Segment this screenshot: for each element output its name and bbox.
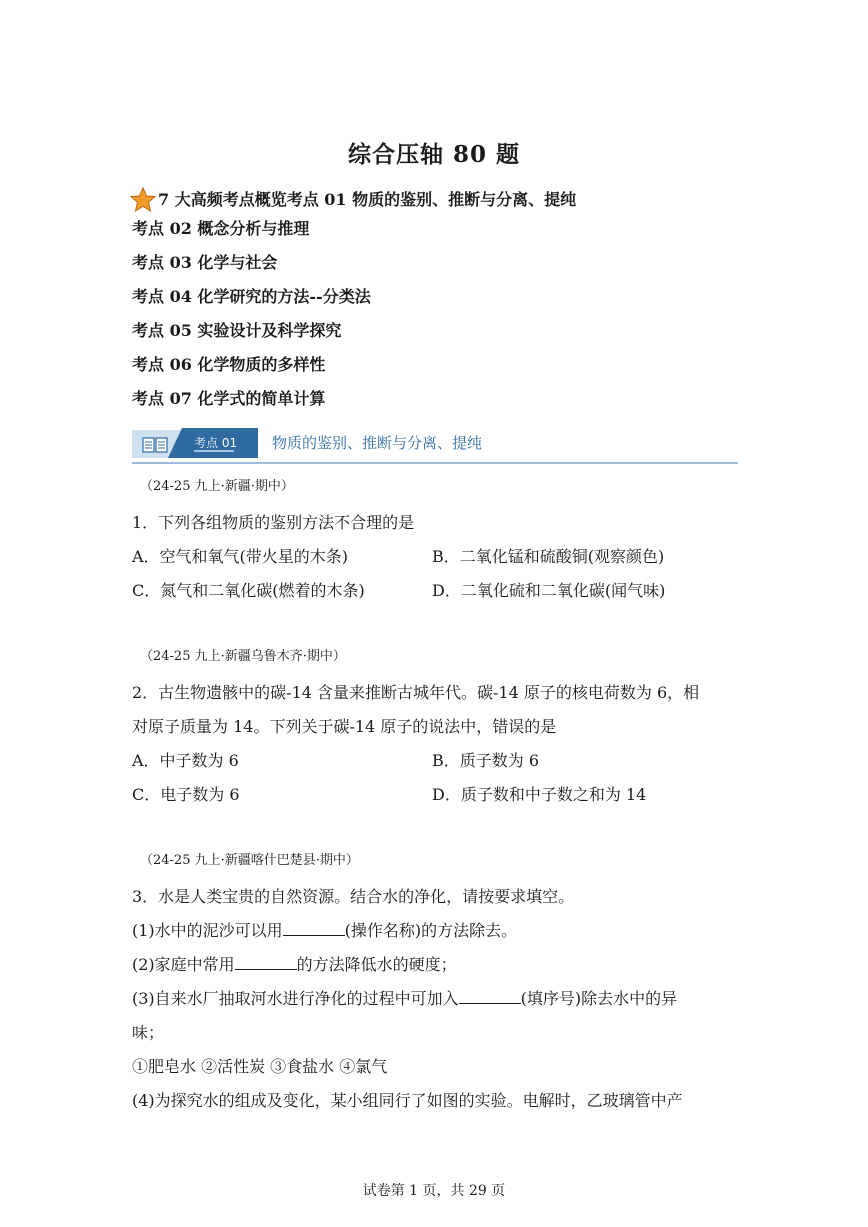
answer-blank[interactable] <box>235 951 297 970</box>
topic-overview <box>132 183 578 421</box>
book-icon <box>142 437 168 453</box>
sub-question-1: (1)水中的泥沙可以用 (操作名称)的方法除去。 <box>132 914 742 948</box>
option-b: B．质子数为 6 <box>432 751 540 770</box>
section-banner <box>132 428 738 466</box>
star-icon <box>130 187 156 213</box>
overview-item-4: 考点 04 化学研究的方法--分类法 <box>132 287 371 306</box>
question-stem: 对原子质量为 14。下列关于碳-14 原子的说法中，错误的是 <box>132 717 557 736</box>
overview-item-6: 考点 06 化学物质的多样性 <box>132 355 326 374</box>
section-divider <box>132 462 738 464</box>
option-b: B．二氧化锰和硫酸铜(观察颜色) <box>432 547 665 566</box>
question-2 <box>132 646 742 812</box>
question-3 <box>132 850 742 1118</box>
overview-item-5: 考点 05 实验设计及科学探究 <box>132 321 342 340</box>
page-footer: 试卷第 1 页，共 29 页 <box>362 1183 506 1199</box>
option-d: D．质子数和中子数之和为 14 <box>432 785 647 804</box>
question-source: （24-25 九上·新疆喀什巴楚县·期中） <box>140 853 359 868</box>
sub-question-3: (3)自来水厂抽取河水进行净化的过程中可加入 (填序号)除去水中的异 <box>132 982 742 1016</box>
question-stem: 2．古生物遗骸中的碳-14 含量来推断古城年代。碳-14 原子的核电荷数为 6，相 <box>132 683 700 702</box>
overview-item-3: 考点 03 化学与社会 <box>132 253 278 272</box>
option-c: C．电子数为 6 <box>132 785 240 804</box>
answer-blank[interactable] <box>283 917 345 936</box>
choice-list: ①肥皂水 ②活性炭 ③食盐水 ④氯气 <box>132 1057 388 1076</box>
option-c: C．氮气和二氧化碳(燃着的木条) <box>132 581 365 600</box>
sub-question-4: (4)为探究水的组成及变化，某小组同行了如图的实验。电解时，乙玻璃管中产 <box>132 1091 683 1110</box>
answer-blank[interactable] <box>459 985 521 1004</box>
section-tab-label: 考点 01 <box>194 436 238 450</box>
overview-item-2: 考点 02 概念分析与推理 <box>132 219 310 238</box>
question-stem: 1．下列各组物质的鉴别方法不合理的是 <box>132 513 415 532</box>
question-1 <box>132 476 742 608</box>
sub-question-3-cont: 味； <box>132 1023 165 1042</box>
overview-item-1: 7 大高频考点概览考点 01 物质的鉴别、推断与分离、提纯 <box>130 183 576 217</box>
option-a: A．中子数为 6 <box>132 751 239 770</box>
option-a: A．空气和氧气(带火星的木条) <box>132 547 349 566</box>
section-heading: 物质的鉴别、推断与分离、提纯 <box>272 434 483 452</box>
overview-item-7: 考点 07 化学式的简单计算 <box>132 389 326 408</box>
question-source: （24-25 九上·新疆乌鲁木齐·期中） <box>140 649 346 664</box>
option-d: D．二氧化硫和二氧化碳(闻气味) <box>432 581 666 600</box>
sub-question-2: (2)家庭中常用 的方法降低水的硬度； <box>132 948 742 982</box>
page-title: 综合压轴 80 题 <box>347 141 521 168</box>
question-source: （24-25 九上·新疆·期中） <box>140 479 294 494</box>
question-stem: 3．水是人类宝贵的自然资源。结合水的净化，请按要求填空。 <box>132 887 575 906</box>
